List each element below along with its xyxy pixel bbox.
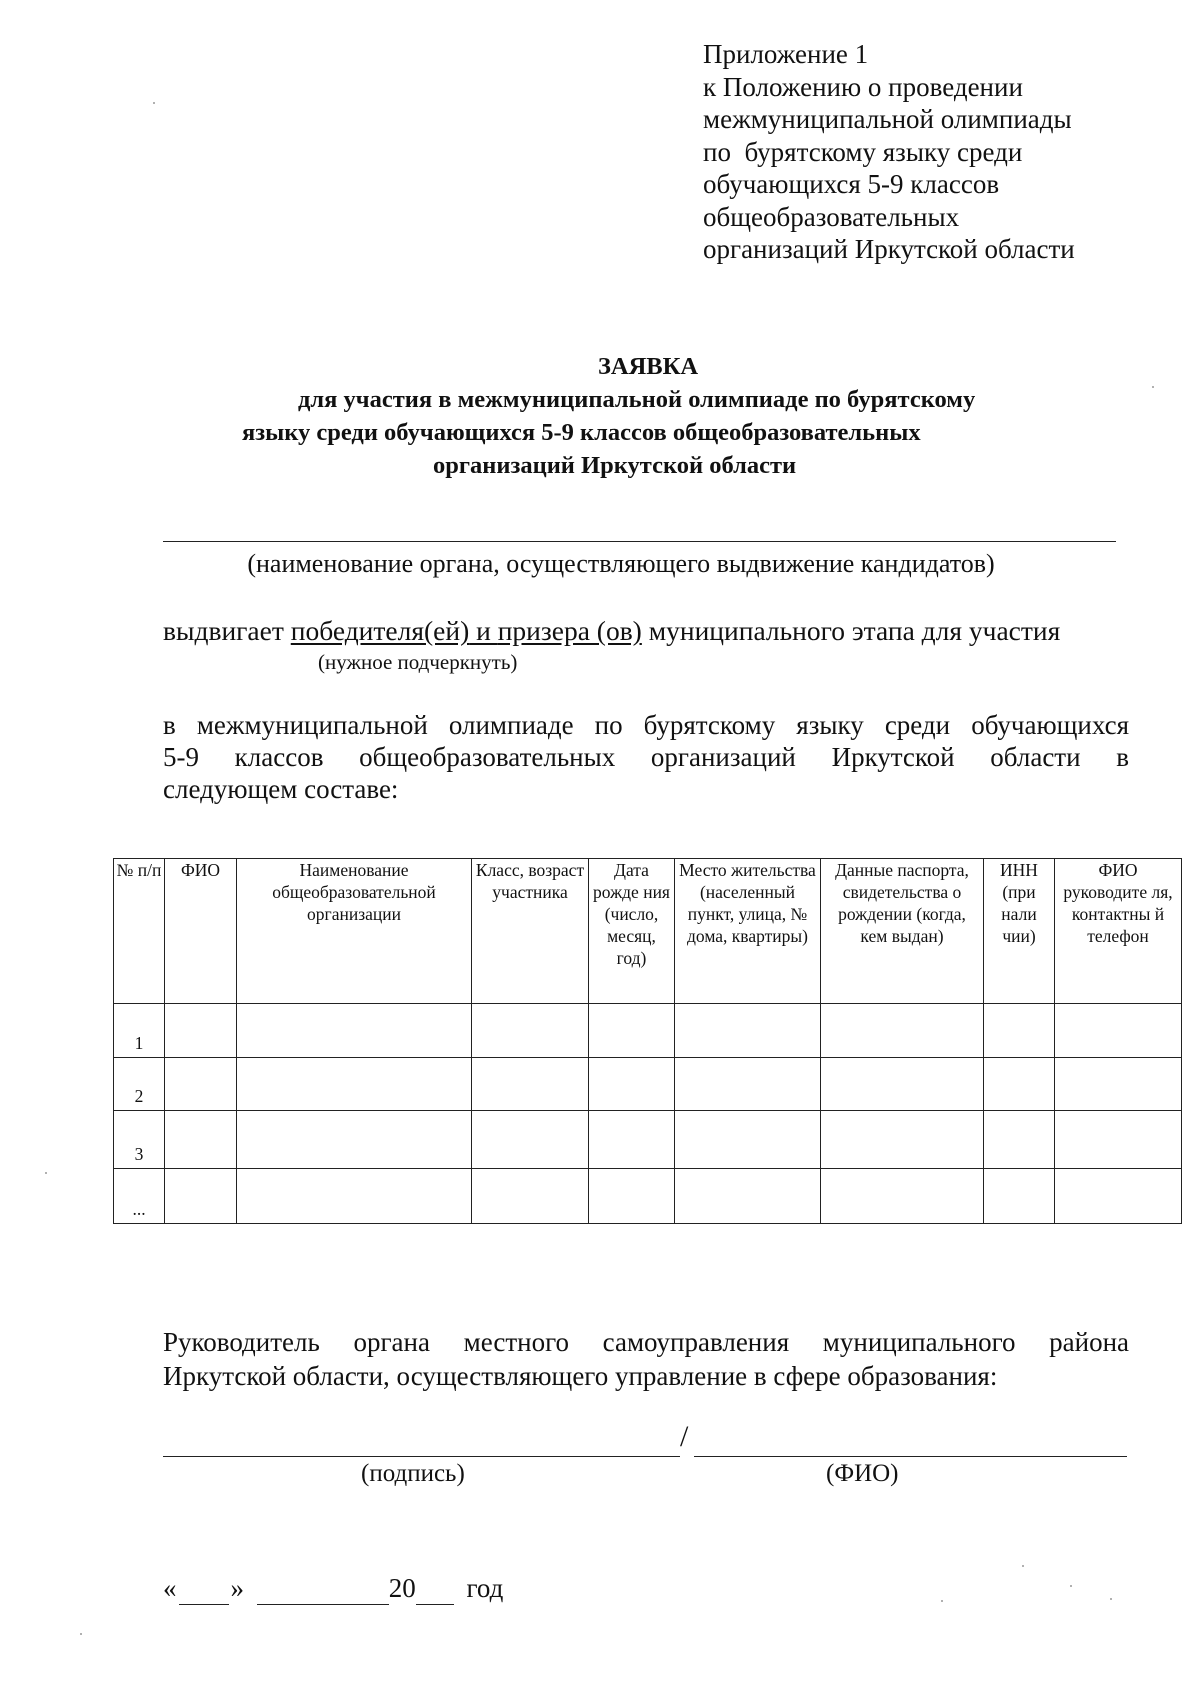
- name-caption: (ФИО): [826, 1460, 899, 1487]
- column-header: Место жительства (населенный пункт, улица, № дома, квартиры): [675, 859, 821, 1004]
- table-cell[interactable]: [821, 1111, 984, 1169]
- title-line: для участия в межмуниципальной олимпиаде по бурятскому: [298, 386, 976, 413]
- row-number: 1: [114, 1004, 165, 1058]
- table-cell[interactable]: [472, 1111, 589, 1169]
- column-header: № п/п: [114, 859, 165, 1004]
- scan-speck: [1110, 1598, 1112, 1600]
- column-header: Дата рожде ния (число, месяц, год): [589, 859, 675, 1004]
- table-cell[interactable]: [1055, 1004, 1182, 1058]
- column-header: Данные паспорта, свидетельства о рождении (когда, кем выдан): [821, 859, 984, 1004]
- appendix-line: общеобразовательных: [703, 201, 960, 232]
- table-cell[interactable]: [821, 1058, 984, 1111]
- table-cell[interactable]: [165, 1004, 237, 1058]
- table-cell[interactable]: [984, 1111, 1055, 1169]
- table-cell[interactable]: [1055, 1111, 1182, 1169]
- table-row: [114, 1169, 1182, 1224]
- appendix-line: межмуниципальной олимпиады: [703, 104, 1072, 134]
- year-century: 20: [388, 1573, 416, 1603]
- scan-speck: [941, 1600, 943, 1602]
- name-line[interactable]: [694, 1456, 1127, 1457]
- table-cell[interactable]: [589, 1058, 675, 1111]
- scan-speck: [153, 102, 155, 104]
- nomination-and: и: [469, 615, 498, 646]
- table-row: [114, 1111, 1182, 1169]
- day-blank[interactable]: [179, 1572, 229, 1605]
- appendix-line: Приложение 1: [703, 39, 869, 69]
- nominator-caption: (наименование органа, осуществляющего выдвижение кандидатов): [247, 549, 995, 578]
- title-line: организаций Иркутской области: [433, 452, 797, 479]
- row-number: 3: [114, 1111, 165, 1169]
- table-cell[interactable]: [472, 1058, 589, 1111]
- table-cell[interactable]: [472, 1169, 589, 1224]
- column-header: Наименование общеобразовательной организации: [237, 859, 472, 1004]
- table-row: [114, 1004, 1182, 1058]
- appendix-block: [703, 38, 1075, 266]
- table-cell[interactable]: [165, 1169, 237, 1224]
- scan-speck: [1152, 386, 1154, 388]
- table-cell[interactable]: [165, 1058, 237, 1111]
- table-cell[interactable]: [1055, 1169, 1182, 1224]
- scan-speck: [1070, 1585, 1072, 1587]
- table-cell[interactable]: [165, 1111, 237, 1169]
- appendix-line: к Положению о проведении: [703, 71, 1023, 102]
- document-title: [0, 350, 1200, 482]
- year-blank[interactable]: [416, 1572, 454, 1605]
- table-cell[interactable]: [984, 1058, 1055, 1111]
- table-cell[interactable]: [821, 1004, 984, 1058]
- scan-speck: [1022, 1565, 1024, 1567]
- head-line: Руководитель органа местного самоуправления муниципального района: [163, 1327, 1129, 1357]
- table-cell[interactable]: [589, 1111, 675, 1169]
- underline-hint: (нужное подчеркнуть): [318, 650, 518, 674]
- nomination-line: [163, 615, 1060, 647]
- table-cell[interactable]: [984, 1169, 1055, 1224]
- nomination-prefix: выдвигает: [163, 615, 291, 646]
- table-header-row: [114, 859, 1182, 1004]
- paragraph-line: следующем составе:: [163, 774, 399, 804]
- row-number: 2: [114, 1058, 165, 1111]
- table-cell[interactable]: [675, 1058, 821, 1111]
- table-row: [114, 1058, 1182, 1111]
- nomination-winners[interactable]: победителя(ей): [290, 615, 470, 646]
- date-line: [163, 1572, 503, 1605]
- appendix-line: обучающихся 5-9 классов: [703, 169, 1000, 199]
- table-cell[interactable]: [589, 1004, 675, 1058]
- scan-speck: [80, 1633, 82, 1635]
- table-cell[interactable]: [237, 1169, 472, 1224]
- head-line: Иркутской области, осуществляющего управление в сфере образования:: [163, 1361, 998, 1391]
- month-blank[interactable]: [257, 1572, 389, 1605]
- table-cell[interactable]: [237, 1058, 472, 1111]
- table-cell[interactable]: [237, 1004, 472, 1058]
- participants-table: [113, 858, 1182, 1224]
- nomination-prizewinners[interactable]: призера (ов): [497, 615, 642, 646]
- title-line: языку среди обучающихся 5-9 классов общеобразовательных: [242, 419, 921, 446]
- nomination-suffix: муниципального этапа для участия: [641, 615, 1061, 646]
- row-number: ...: [114, 1169, 165, 1224]
- signature-slash: /: [680, 1420, 689, 1453]
- column-header: ФИО руководите ля, контактны й телефон: [1055, 859, 1182, 1004]
- date-close-quote: »: [230, 1573, 244, 1603]
- appendix-line: организаций Иркутской области: [703, 234, 1075, 264]
- head-paragraph: [163, 1325, 1129, 1393]
- title-heading: ЗАЯВКА: [597, 353, 699, 380]
- table-cell[interactable]: [984, 1004, 1055, 1058]
- date-open-quote: «: [163, 1573, 177, 1603]
- table-cell[interactable]: [589, 1169, 675, 1224]
- signature-caption: (подпись): [361, 1460, 465, 1487]
- table-cell[interactable]: [472, 1004, 589, 1058]
- table-cell[interactable]: [675, 1111, 821, 1169]
- composition-paragraph: [163, 709, 1129, 805]
- paragraph-line: в межмуниципальной олимпиаде по бурятскому языку среди обучающихся: [163, 710, 1129, 740]
- table-cell[interactable]: [675, 1169, 821, 1224]
- year-word: год: [466, 1573, 504, 1603]
- paragraph-line: 5-9 классов общеобразовательных организаций Иркутской области в: [163, 742, 1129, 772]
- appendix-line: по бурятскому языку среди: [703, 136, 1023, 167]
- table-cell[interactable]: [675, 1004, 821, 1058]
- column-header: ИНН (при нали чии): [984, 859, 1055, 1004]
- scan-speck: [45, 1172, 47, 1174]
- table-cell[interactable]: [821, 1169, 984, 1224]
- nominator-line[interactable]: [163, 541, 1116, 542]
- table-cell[interactable]: [237, 1111, 472, 1169]
- signature-line[interactable]: [163, 1456, 680, 1457]
- table-cell[interactable]: [1055, 1058, 1182, 1111]
- column-header: Класс, возраст участника: [472, 859, 589, 1004]
- column-header: ФИО: [165, 859, 237, 1004]
